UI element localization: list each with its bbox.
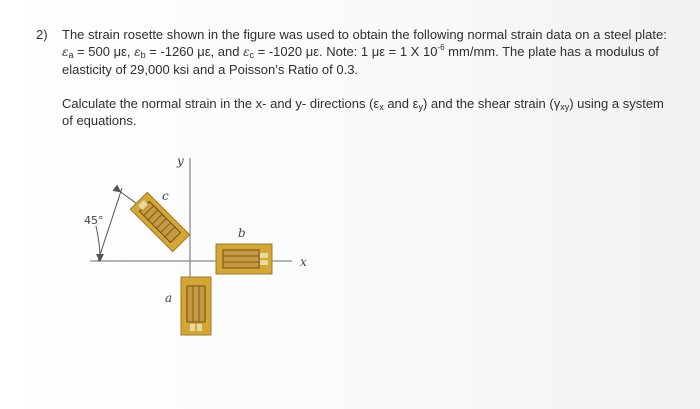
strain-b-subscript: b: [140, 50, 146, 60]
task-sub-y: y: [418, 102, 423, 112]
x-axis-label: x: [300, 255, 307, 269]
strain-a-value: = 500 με,: [73, 44, 135, 59]
angle-arc-arrow: [96, 226, 100, 258]
gauge-c-label: c: [162, 189, 169, 203]
gauge-b-label: b: [238, 226, 246, 240]
strain-gauge-b: [216, 244, 272, 274]
task-text-1: Calculate the normal strain in the x- and y- directions (ε: [62, 96, 380, 111]
intro-text: The strain rosette shown in the figure was used to obtain the following normal strain data on a steel plate:: [62, 27, 667, 42]
question-number: 2): [36, 27, 48, 42]
task-sub-xy: xy: [560, 102, 570, 112]
y-axis-label: y: [177, 154, 184, 168]
task-text-2: and ε: [383, 96, 419, 111]
strain-c-value: = -1020 με. Note: 1 με = 1 X 10: [254, 44, 438, 59]
strain-c-subscript: c: [249, 50, 255, 60]
task-text-3: ) and the shear strain (γ: [422, 96, 561, 111]
strain-a-symbol: ε: [62, 45, 69, 59]
strain-gauge-a: [181, 277, 211, 335]
exponent: -6: [437, 43, 445, 52]
task-sub-x: x: [379, 102, 384, 112]
angle-label: 45°: [84, 214, 104, 227]
strain-gauge-c: [130, 192, 189, 251]
task-text-4: ) using a system of equations.: [62, 96, 664, 128]
strain-b-value: = -1260 με, and: [145, 44, 244, 59]
gauge-a-label: a: [165, 291, 173, 305]
material-properties-text: mm/mm. The plate has a modulus of elasticity of 29,000 ksi and a Poisson’s Ratio of 0.3.: [62, 44, 659, 77]
strain-c-symbol: ε: [243, 45, 250, 59]
strain-b-symbol: ε: [134, 45, 141, 59]
strain-a-subscript: a: [68, 50, 74, 60]
